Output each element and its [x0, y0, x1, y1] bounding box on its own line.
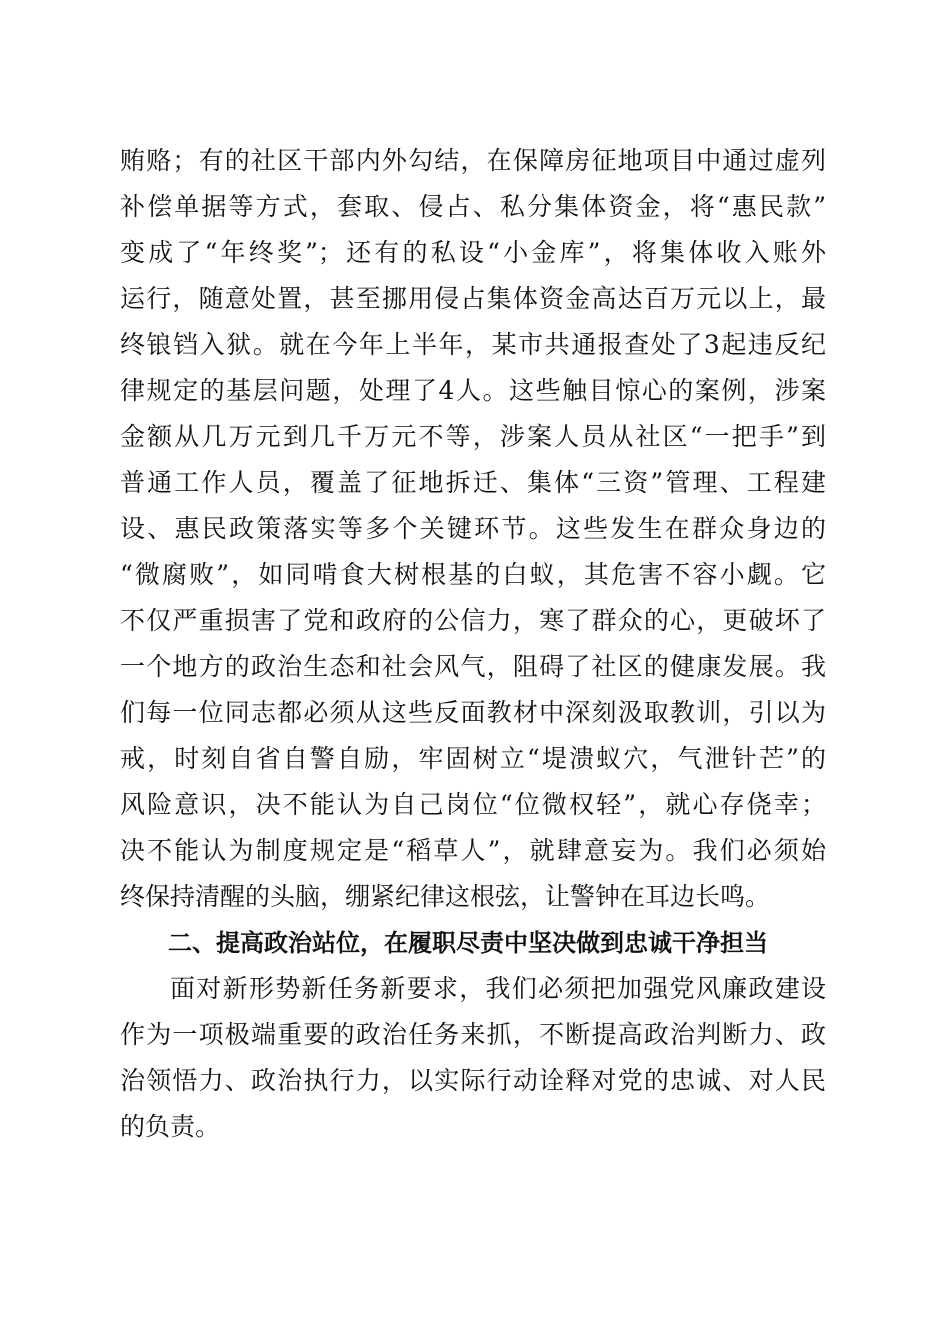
text-line: 终锒铛入狱。就在今年上半年，某市共通报查处了3起违反纪 — [120, 330, 826, 359]
text-line: 决不能认为制度规定是“稻草人”，就肆意妄为。我们必须始 — [120, 836, 826, 865]
text-line: 的负责。 — [120, 1112, 221, 1141]
text-line: 运行，随意处置，甚至挪用侵占集体资金高达百万元以上，最 — [120, 284, 826, 313]
text-line: 补偿单据等方式，套取、侵占、私分集体资金，将“惠民款” — [120, 192, 826, 221]
text-line: 设、惠民政策落实等多个关键环节。这些发生在群众身边的 — [120, 514, 826, 543]
text-line: 变成了“年终奖”；还有的私设“小金库”，将集体收入账外 — [120, 238, 826, 267]
text-line: “微腐败”，如同啃食大树根基的白蚁，其危害不容小觑。它 — [120, 560, 826, 589]
text-line: 普通工作人员，覆盖了征地拆迁、集体“三资”管理、工程建 — [120, 468, 826, 497]
text-line: 风险意识，决不能认为自己岗位“位微权轻”，就心存侥幸； — [120, 790, 826, 819]
paragraph-1 — [120, 138, 826, 920]
text-line: 作为一项极端重要的政治任务来抓，不断提高政治判断力、政 — [120, 1020, 826, 1049]
text-line: 治领悟力、政治执行力，以实际行动诠释对党的忠诚、对人民 — [120, 1066, 826, 1095]
paragraph-2 — [120, 966, 826, 1150]
text-line: 面对新形势新任务新要求，我们必须把加强党风廉政建设 — [170, 974, 826, 1003]
text-line: 一个地方的政治生态和社会风气，阻碍了社区的健康发展。我 — [120, 652, 826, 681]
text-line: 们每一位同志都必须从这些反面教材中深刻汲取教训，引以为 — [120, 698, 826, 727]
text-line: 金额从几万元到几千万元不等，涉案人员从社区“一把手”到 — [120, 422, 826, 451]
text-line: 律规定的基层问题，处理了4人。这些触目惊心的案例，涉案 — [120, 376, 826, 405]
text-line: 终保持清醒的头脑，绷紧纪律这根弦，让警钟在耳边长鸣。 — [120, 882, 771, 911]
document-body — [120, 138, 826, 1150]
text-line: 戒，时刻自省自警自励，牢固树立“堤溃蚁穴，气泄针芒”的 — [120, 744, 826, 773]
text-line: 贿赂；有的社区干部内外勾结，在保障房征地项目中通过虚列 — [120, 146, 826, 175]
section-heading: 二、提高政治站位，在履职尽责中坚决做到忠诚干净担当 — [168, 929, 768, 957]
text-line: 不仅严重损害了党和政府的公信力，寒了群众的心，更破坏了 — [120, 606, 826, 635]
